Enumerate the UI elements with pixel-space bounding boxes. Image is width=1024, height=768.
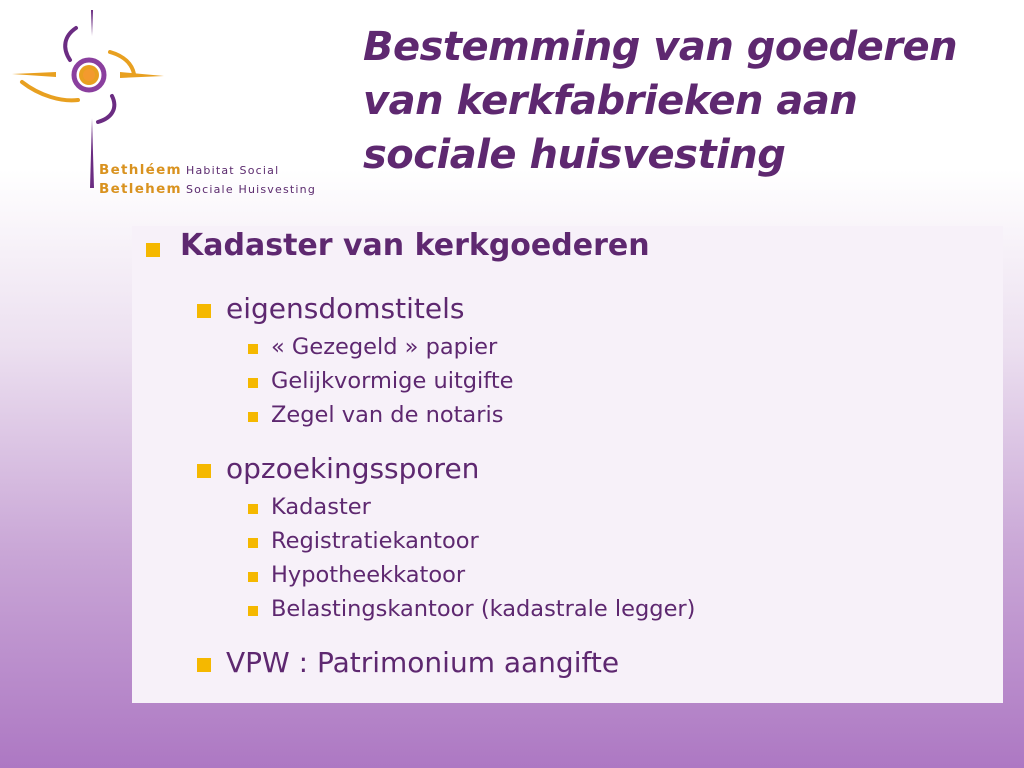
title-line: Bestemming van goederen bbox=[363, 24, 958, 70]
sub-bullet: « Gezegeld » papier bbox=[271, 334, 498, 360]
sub-bullet: Zegel van de notaris bbox=[271, 402, 504, 428]
bullet-icon bbox=[146, 243, 160, 257]
title-line: van kerkfabrieken aan bbox=[363, 78, 858, 124]
section-label: eigensdomstitels bbox=[226, 292, 465, 325]
brand-name-nl: Betlehem bbox=[99, 181, 182, 197]
sub-bullet: Registratiekantoor bbox=[271, 528, 479, 554]
bullet-icon bbox=[197, 464, 211, 478]
bullet-icon bbox=[197, 304, 211, 318]
bullet-icon bbox=[248, 606, 258, 616]
logo bbox=[0, 0, 330, 205]
sub-bullet: Kadaster bbox=[271, 494, 371, 520]
sub-bullet: Hypotheekkatoor bbox=[271, 562, 466, 588]
main-bullet: Kadaster van kerkgoederen bbox=[180, 228, 650, 263]
brand-tagline-fr: Habitat Social bbox=[186, 164, 280, 177]
bullet-icon bbox=[197, 658, 211, 672]
sub-bullet: Gelijkvormige uitgifte bbox=[271, 368, 514, 394]
bullet-icon bbox=[248, 572, 258, 582]
section-label: opzoekingssporen bbox=[226, 452, 480, 485]
slide-title bbox=[363, 20, 1013, 182]
brand-name-fr: Bethléem bbox=[99, 162, 182, 178]
sub-bullet: Belastingskantoor (kadastrale legger) bbox=[271, 596, 696, 622]
bullet-icon bbox=[248, 538, 258, 548]
bullet-icon bbox=[248, 504, 258, 514]
section-label: VPW : Patrimonium aangifte bbox=[226, 646, 620, 679]
bullet-icon bbox=[248, 412, 258, 422]
bullet-icon bbox=[248, 378, 258, 388]
brand-tagline-nl: Sociale Huisvesting bbox=[186, 183, 317, 196]
title-line: sociale huisvesting bbox=[363, 132, 786, 178]
content-panel bbox=[132, 226, 1003, 703]
bullet-icon bbox=[248, 344, 258, 354]
